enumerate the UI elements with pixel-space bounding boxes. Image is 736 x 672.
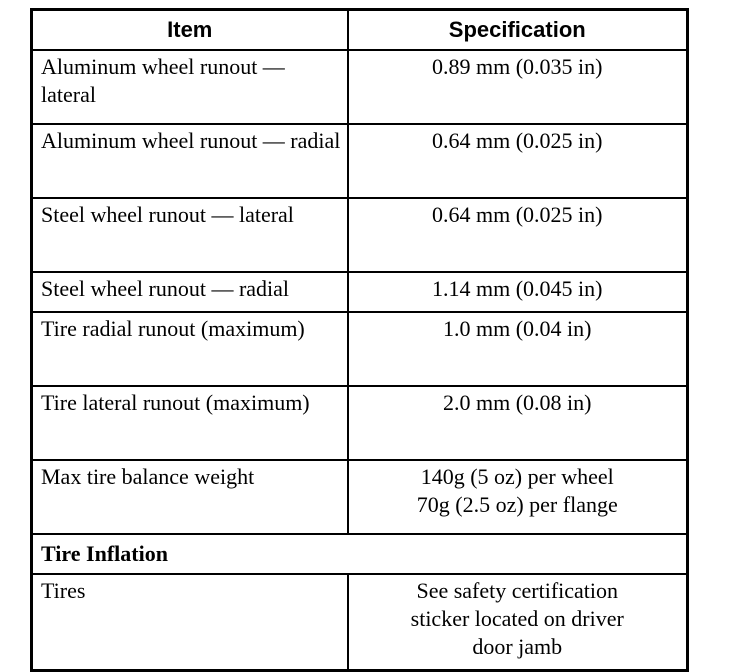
spec-line: 2.0 mm (0.08 in) <box>443 390 592 415</box>
table-row <box>32 386 688 460</box>
spec-line: 70g (2.5 oz) per flange <box>416 492 618 517</box>
header-specification: Specification <box>348 10 688 51</box>
item-cell: Aluminum wheel runout — lateral <box>32 50 348 124</box>
spec-line: sticker located on driver <box>410 606 624 631</box>
table-row <box>32 124 688 198</box>
spec-line: 0.89 mm (0.035 in) <box>432 54 603 79</box>
table-row <box>32 272 688 312</box>
table-row <box>32 198 688 272</box>
table-row <box>32 460 688 534</box>
item-cell: Steel wheel runout — lateral <box>32 198 348 272</box>
spec-line: 0.64 mm (0.025 in) <box>432 128 603 153</box>
section-heading-row <box>32 534 688 574</box>
spec-cell <box>348 386 688 460</box>
item-cell: Tire lateral runout (maximum) <box>32 386 348 460</box>
spec-cell <box>348 50 688 124</box>
item-cell: Aluminum wheel runout — radial <box>32 124 348 198</box>
spec-line: 1.0 mm (0.04 in) <box>443 316 592 341</box>
item-cell: Tires <box>32 574 348 671</box>
header-item: Item <box>32 10 348 51</box>
spec-cell <box>348 312 688 386</box>
table-row <box>32 50 688 124</box>
spec-line: 0.64 mm (0.025 in) <box>432 202 603 227</box>
section-heading: Tire Inflation <box>32 534 688 574</box>
item-cell: Tire radial runout (maximum) <box>32 312 348 386</box>
spec-cell <box>348 574 688 671</box>
spec-cell <box>348 460 688 534</box>
spec-cell <box>348 198 688 272</box>
spec-line: 140g (5 oz) per wheel <box>420 464 614 489</box>
item-cell: Max tire balance weight <box>32 460 348 534</box>
table-header-row <box>32 10 688 51</box>
specification-table <box>30 8 689 672</box>
item-cell: Steel wheel runout — radial <box>32 272 348 312</box>
spec-line: See safety certification <box>416 578 619 603</box>
table-row <box>32 312 688 386</box>
spec-cell <box>348 124 688 198</box>
spec-line: 1.14 mm (0.045 in) <box>432 276 603 301</box>
spec-cell <box>348 272 688 312</box>
table-row <box>32 574 688 671</box>
spec-line: door jamb <box>472 634 563 659</box>
